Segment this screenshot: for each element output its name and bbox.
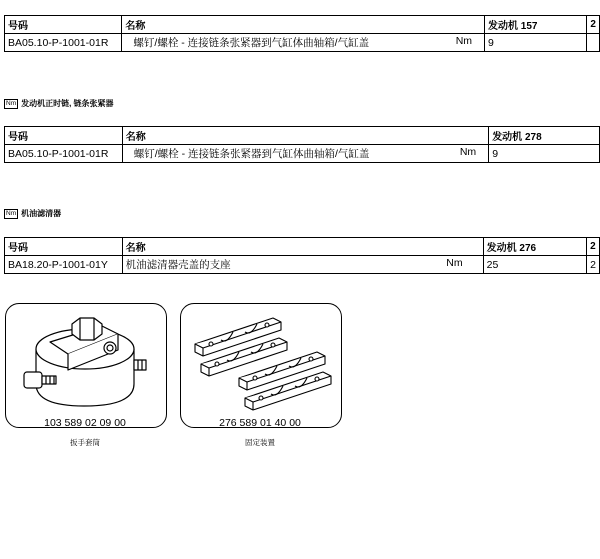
cell-value: 25 xyxy=(483,256,586,274)
cell-unit: Nm xyxy=(446,257,463,269)
table-header-row xyxy=(5,127,600,145)
cell-name xyxy=(122,34,485,52)
cell-code: BA18.20-P-1001-01Y xyxy=(5,256,123,274)
header-engine: 发动机 278 xyxy=(489,127,600,145)
cell-name-text: 螺钉/螺栓 - 连接链条张紧器到气缸体曲轴箱/气缸盖 xyxy=(133,37,370,49)
table-row xyxy=(5,34,600,52)
header-name: 名称 xyxy=(122,238,483,256)
tool-caption: 扳手套筒 xyxy=(70,438,100,447)
header-code: 号码 xyxy=(5,238,123,256)
header-code: 号码 xyxy=(5,16,122,34)
table-header-row xyxy=(5,238,600,256)
header-extra: 2 xyxy=(587,16,600,34)
fixture-illustration xyxy=(181,304,341,427)
torque-table-1 xyxy=(4,15,600,52)
torque-table-2 xyxy=(4,126,600,163)
torque-table-3 xyxy=(4,237,600,274)
header-extra: 2 xyxy=(587,238,600,256)
tool-number: 276 589 01 40 00 xyxy=(219,417,301,429)
nm-icon: Nm xyxy=(6,99,17,107)
cell-name xyxy=(122,256,483,274)
cell-value: 9 xyxy=(485,34,587,52)
cell-name-text: 机油滤清器壳盖的支座 xyxy=(125,259,231,271)
cell-code: BA05.10-P-1001-01R xyxy=(5,145,123,163)
tool-caption: 固定装置 xyxy=(245,438,275,447)
nm-icon: Nm xyxy=(6,209,17,217)
section-title: 发动机正时链, 链条张紧器 xyxy=(21,99,114,108)
socket-wrench-illustration xyxy=(6,304,166,427)
table-header-row xyxy=(5,16,600,34)
header-name: 名称 xyxy=(122,127,488,145)
table-row xyxy=(5,256,600,274)
cell-unit: Nm xyxy=(455,35,473,47)
cell-extra: 2 xyxy=(587,256,600,274)
header-engine: 发动机 276 xyxy=(483,238,586,256)
tool-card-fixture xyxy=(180,303,342,428)
tool-number: 103 589 02 09 00 xyxy=(44,417,126,429)
section-title: 机油滤清器 xyxy=(21,209,62,218)
cell-extra xyxy=(587,34,600,52)
cell-name-text: 螺钉/螺栓 - 连接链条张紧器到气缸体曲轴箱/气缸盖 xyxy=(133,148,370,160)
header-name: 名称 xyxy=(122,16,485,34)
cell-value: 9 xyxy=(489,145,600,163)
section-heading-timing-chain xyxy=(4,98,114,109)
header-code: 号码 xyxy=(5,127,123,145)
cell-unit: Nm xyxy=(459,146,477,158)
tool-card-socket xyxy=(5,303,167,428)
header-engine: 发动机 157 xyxy=(485,16,587,34)
section-heading-oil-filter xyxy=(4,208,61,219)
cell-code: BA05.10-P-1001-01R xyxy=(5,34,122,52)
cell-name xyxy=(122,145,488,163)
table-row xyxy=(5,145,600,163)
